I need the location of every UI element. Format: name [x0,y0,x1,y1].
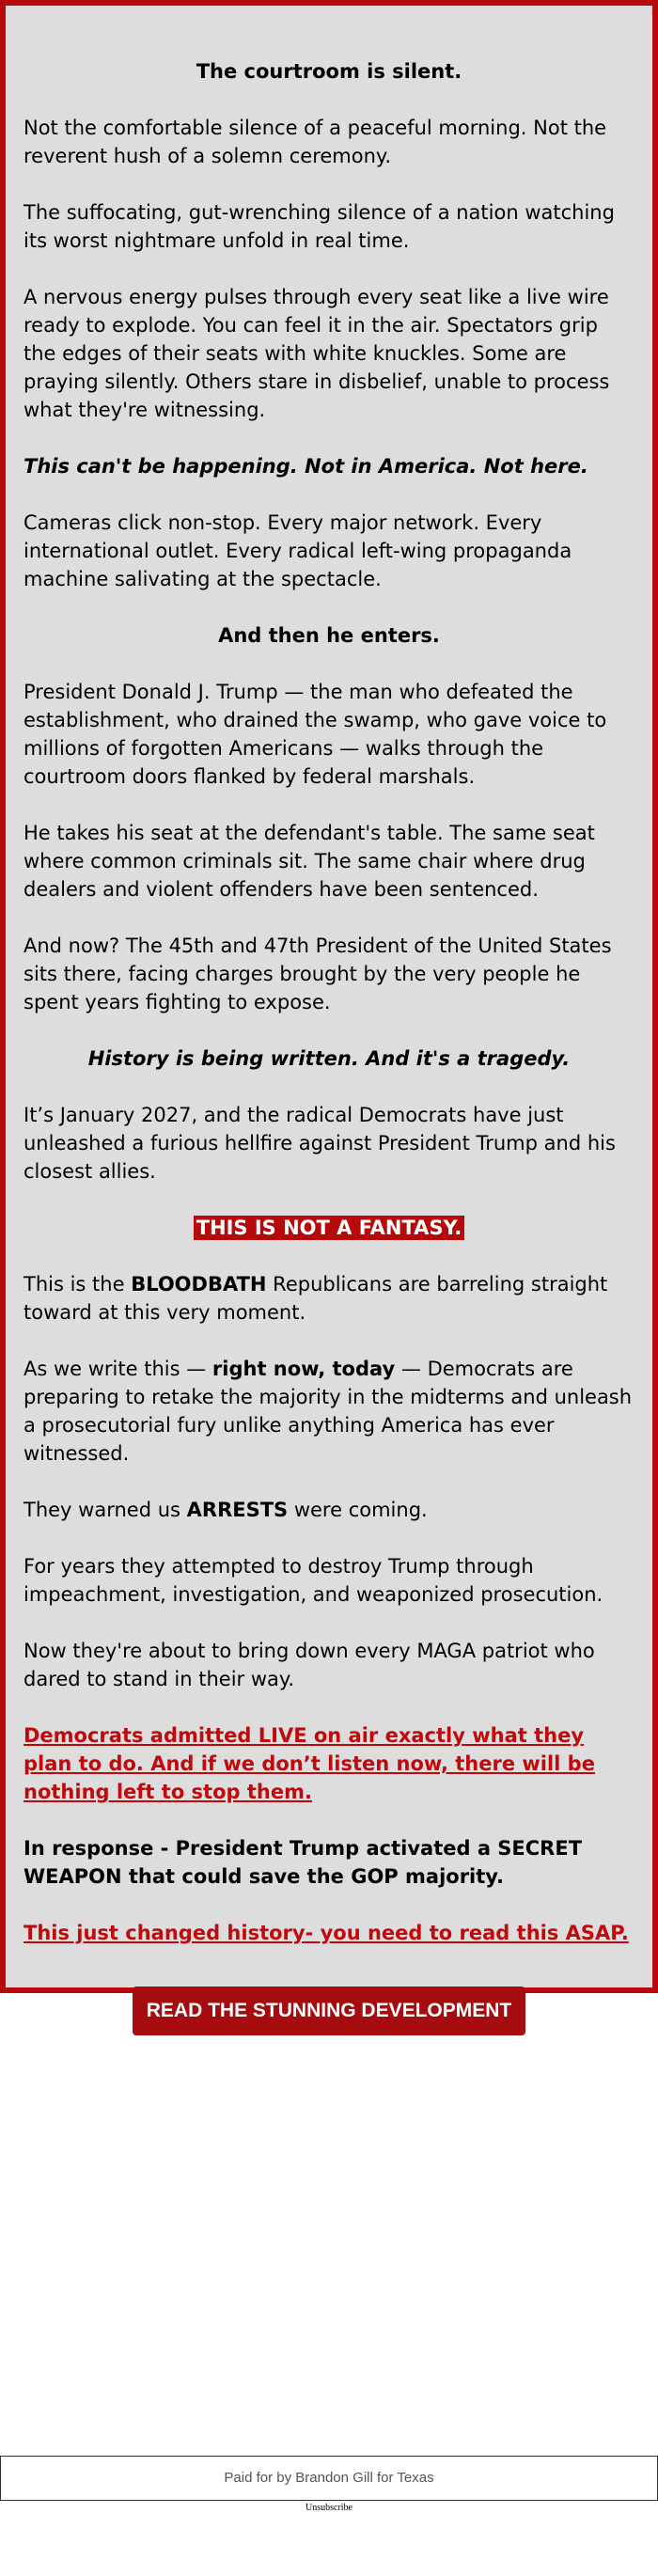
bold-text: ARRESTS [186,1499,289,1521]
paragraph [24,1355,634,1468]
text: They warned us [24,1499,187,1521]
paragraph [24,1270,634,1327]
paragraph: And now? The 45th and 47th President of the United States sits there, facing charges brought by the very people he spent years fighting to expose. [24,935,612,1013]
emphasis-line: History is being written. And it's a tragedy. [87,1047,571,1070]
read-development-button[interactable]: READ THE STUNNING DEVELOPMENT [133,1987,525,2035]
fantasy-banner [24,1214,634,1242]
text: As we write this — [24,1358,212,1380]
paragraph: He takes his seat at the defendant's table. The same seat where common criminals sit. The same chair where drug dealers and violent offenders have been sentenced. [24,822,595,901]
paragraph: Now they're about to bring down every MAGA patriot who dared to stand in their way. [24,1640,595,1690]
email-body [6,6,652,2035]
text: — Democrats are preparing to retake the majority in the midterms and unleash a prosecutorial fury unlike anything America has ever witnessed. [24,1358,633,1465]
read-asap-link[interactable]: This just changed history- you need to read this ASAP. [24,1922,629,1944]
link-paragraph [24,1721,634,1806]
highlight-text: THIS IS NOT A FANTASY. [194,1216,465,1240]
text: Republicans are barreling straight toward at this very moment. [24,1273,608,1324]
subheading: And then he enters. [218,624,440,647]
text: This is the [24,1273,132,1296]
paragraph: In response - President Trump activated a SECRET WEAPON that could save the GOP majority. [24,1837,583,1888]
paragraph: The suffocating, gut-wrenching silence of a nation watching its worst nightmare unfold in real time. [24,201,615,252]
paragraph: Not the comfortable silence of a peaceful morning. Not the reverent hush of a solemn ceremony. [24,117,607,167]
paragraph: A nervous energy pulses through every seat like a live wire ready to explode. You can feel it in the air. Spectators grip the edges of their seats with white knuckles. Some are praying silently. Others stare in disbelief, unable to process what they're witnessing. [24,286,610,421]
paragraph: For years they attempted to destroy Trump through impeachment, investigation, and weaponized prosecution. [24,1555,603,1606]
cta-container [24,1987,634,2035]
bold-text: BLOODBATH [131,1273,267,1296]
link-paragraph [24,1919,634,1947]
text: were coming. [288,1499,428,1521]
paragraph: Cameras click non-stop. Every major network. Every international outlet. Every radical left-wing propaganda machine salivating at the spectacle. [24,511,572,590]
paragraph: It’s January 2027, and the radical Democrats have just unleashed a furious hellfire against President Trump and his closest allies. [24,1104,616,1183]
unsubscribe-link[interactable]: Unsubscribe [306,2503,352,2513]
emphasis-line: This can't be happening. Not in America. Not here. [24,455,588,478]
paid-for-disclaimer: Paid for by Brandon Gill for Texas [0,2456,658,2501]
paragraph: President Donald J. Trump — the man who defeated the establishment, who drained the swamp, who gave voice to millions of forgotten Americans — walks through the courtroom doors flanked by federal marshals. [24,681,607,788]
paragraph [24,1496,634,1524]
democrats-admitted-link[interactable]: Democrats admitted LIVE on air exactly what they plan to do. And if we don’t listen now, there will be nothing left to stop them. [24,1724,595,1803]
bold-text: right now, today [212,1358,396,1380]
heading: The courtroom is silent. [196,60,462,83]
